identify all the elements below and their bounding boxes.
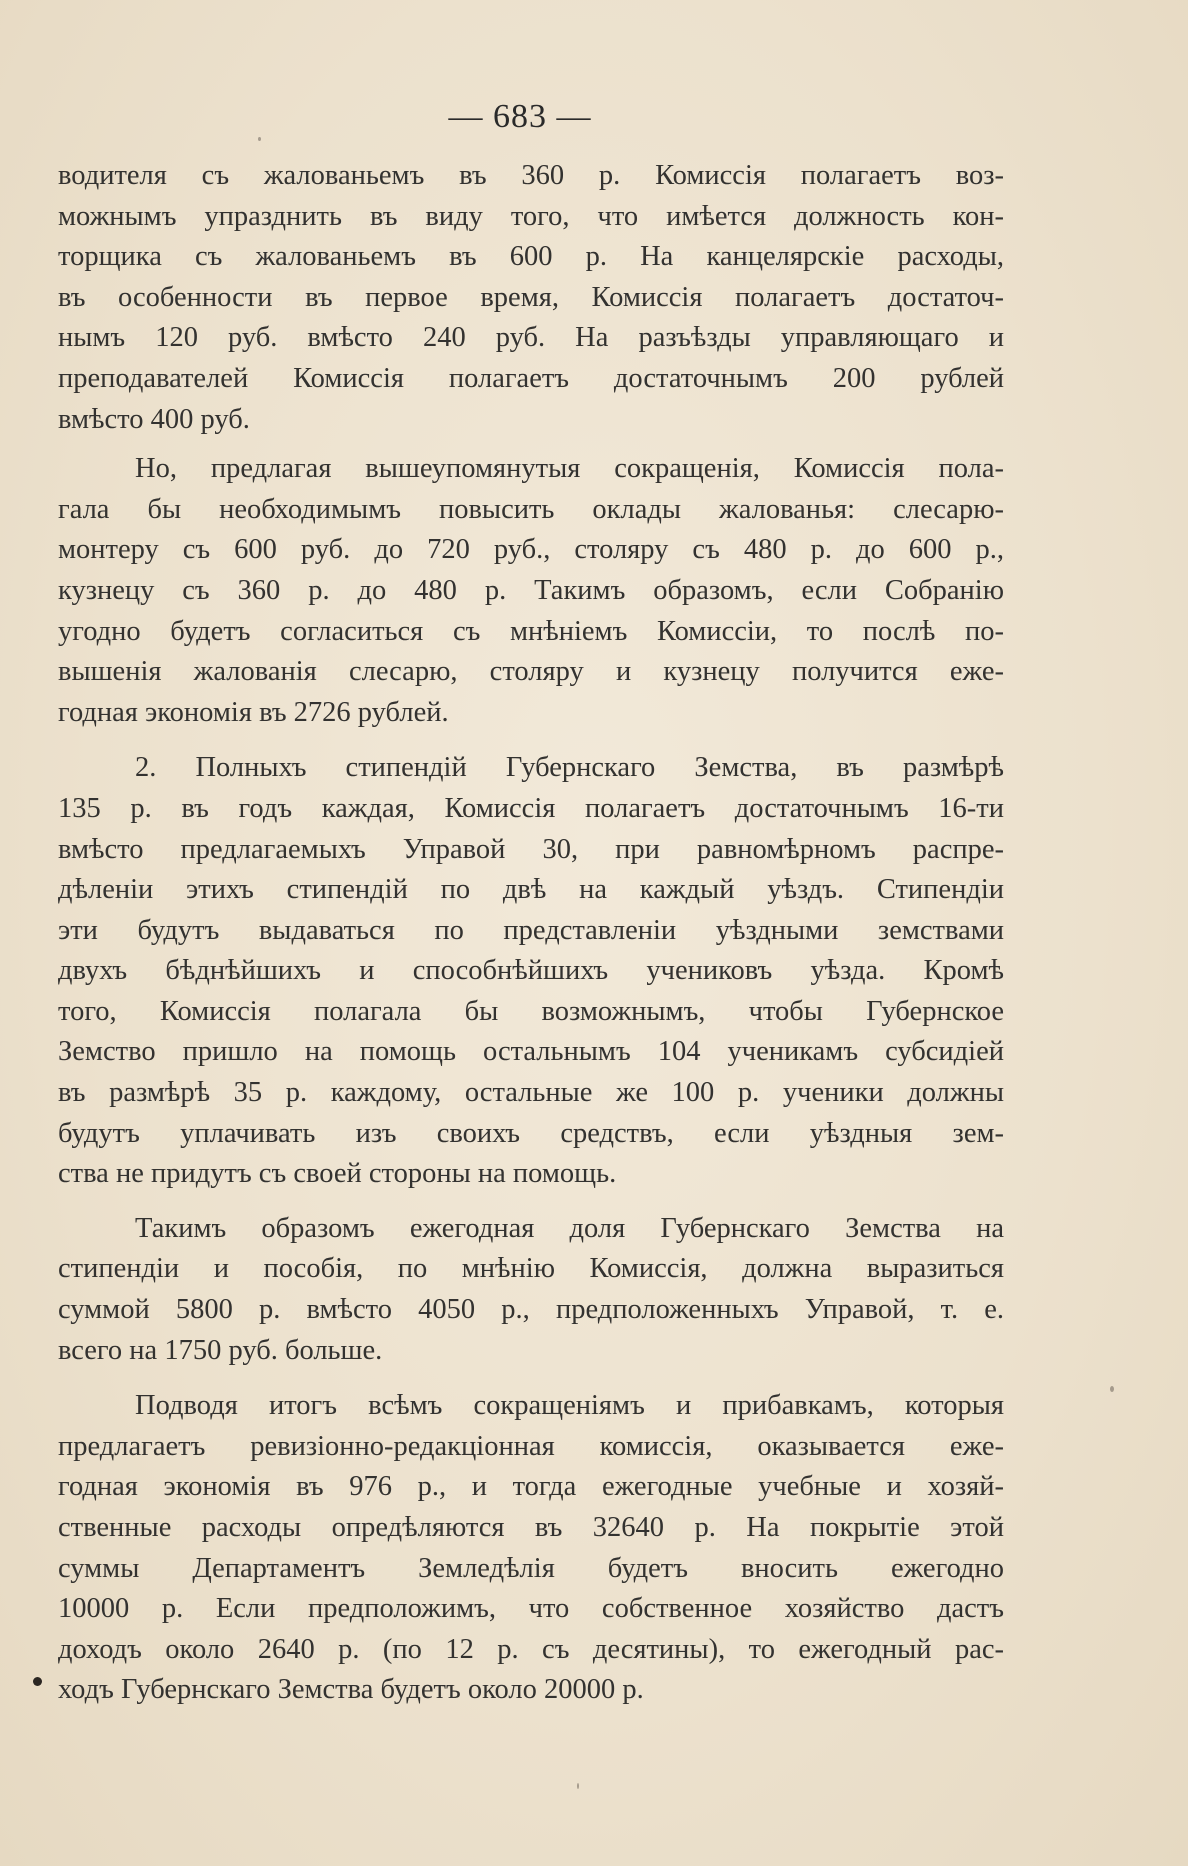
text-line: ственные расходы опредѣляются въ 32640 р. На покрытіе этой [58,1512,1004,1543]
paper-speck [258,137,261,141]
text-line: кузнецу съ 360 р. до 480 р. Такимъ образомъ, если Собранію [58,574,1004,606]
text-line: торщика съ жалованьемъ въ 600 р. На канцелярскіе расходы, [58,241,1004,273]
paragraph-1 [58,156,1004,440]
text-line: Такимъ образомъ ежегодная доля Губернскаго Земства на [135,1212,1004,1244]
text-line: Подводя итогъ всѣмъ сокращеніямъ и прибавкамъ, которыя [135,1390,1004,1422]
text-line: водителя съ жалованьемъ въ 360 р. Комиссія полагаетъ воз- [58,160,1004,191]
text-line: вышенія жалованія слесарю, столяру и кузнецу получится еже- [58,656,1004,688]
text-line: въ размѣрѣ 35 р. каждому, остальные же 100 р. ученики должны [58,1077,1004,1109]
text-line: всего на 1750 руб. больше. [58,1334,383,1366]
text-line: монтеру съ 600 руб. до 720 руб., столяру съ 480 р. до 600 р., [58,534,1004,566]
text-line: 135 р. въ годъ каждая, Комиссія полагаетъ достаточнымъ 16-ти [58,792,1004,824]
paragraph-2 [58,449,1004,733]
text-line: 2. Полныхъ стипендій Губернскаго Земства, въ размѣрѣ [135,752,1004,784]
paper-speck [577,1783,579,1789]
text-line: ства не придутъ съ своей стороны на помощь. [58,1158,617,1190]
text-line: 10000 р. Если предположимъ, что собственное хозяйство дастъ [58,1593,1004,1625]
text-line: стипендіи и пособія, по мнѣнію Комиссія, должна выразиться [58,1253,1004,1285]
text-line: нымъ 120 руб. вмѣсто 240 руб. На разъѣзды управляющаго и [58,322,1004,354]
text-line: предлагаетъ ревизіонно-редакціонная комиссія, оказывается еже- [58,1430,1004,1462]
text-line: Земство пришло на помощь остальнымъ 104 ученикамъ субсидіей [58,1036,1004,1068]
text-line: двухъ бѣднѣйшихъ и способнѣйшихъ учениковъ уѣзда. Кромѣ [58,955,1004,987]
text-line: ходъ Губернскаго Земства будетъ около 20000 р. [58,1674,644,1706]
text-line: въ особенности въ первое время, Комиссія полагаетъ достаточ- [58,281,1004,313]
text-line: будутъ уплачивать изъ своихъ средствъ, если уѣздныя зем- [58,1117,1004,1149]
text-line: угодно будетъ согласиться съ мнѣніемъ Комиссіи, то послѣ по- [58,615,1004,647]
text-line: вмѣсто предлагаемыхъ Управой 30, при равномѣрномъ распре- [58,833,1004,865]
text-line: доходъ около 2640 р. (по 12 р. съ десятины), то ежегодный рас- [58,1633,1004,1665]
text-line: дѣленіи этихъ стипендій по двѣ на каждый уѣздъ. Стипендіи [58,874,1004,906]
text-line: Но, предлагая вышеупомянутыя сокращенія, Комиссія пола- [135,453,1004,485]
text-line: годная экономія въ 976 р., и тогда ежегодные учебные и хозяй- [58,1471,1004,1503]
text-line: годная экономія въ 2726 рублей. [58,696,449,728]
text-line: вмѣсто 400 руб. [58,403,250,435]
text-line: эти будутъ выдаваться по представленіи уѣздными земствами [58,914,1004,946]
page-number: — 683 — [448,98,592,135]
paragraph-3 [58,748,1004,1195]
body-text [58,156,1004,1711]
text-line: суммой 5800 р. вмѣсто 4050 р., предположенныхъ Управой, т. е. [58,1294,1004,1326]
text-line: преподавателей Комиссія полагаетъ достаточнымъ 200 рублей [58,362,1004,394]
paragraph-4 [58,1209,1004,1371]
text-line: того, Комиссія полагала бы возможнымъ, чтобы Губернское [58,995,1004,1027]
paragraph-5 [58,1386,1004,1711]
text-line: суммы Департаментъ Земледѣлія будетъ вносить ежегодно [58,1552,1004,1584]
text-line: можнымъ упразднить въ виду того, что имѣется должность кон- [58,200,1004,232]
text-line: гала бы необходимымъ повысить оклады жалованья: слесарю- [58,493,1004,525]
ink-dot [33,1677,42,1686]
paper-speck [1110,1386,1114,1392]
